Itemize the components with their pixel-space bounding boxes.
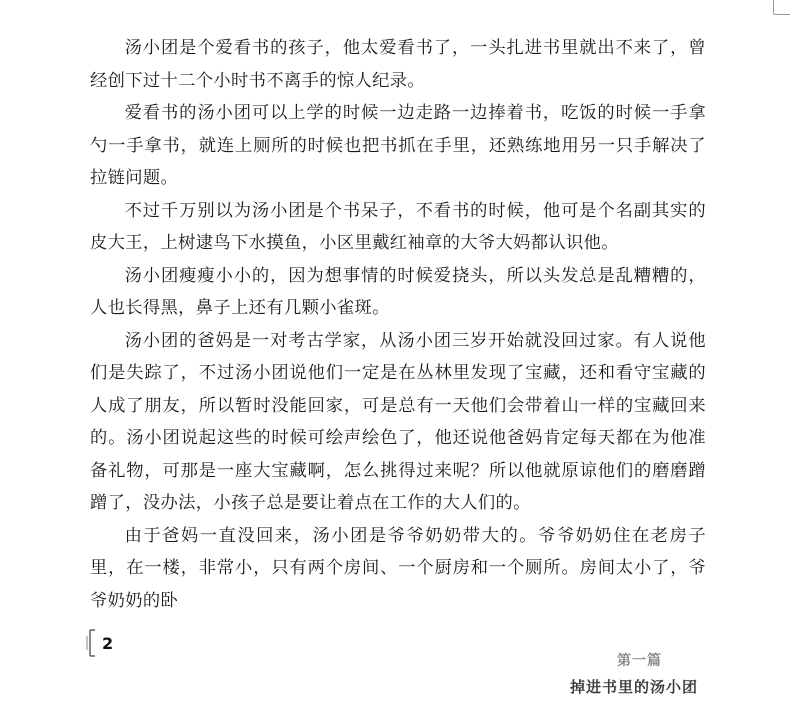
bracket-icon bbox=[86, 628, 100, 658]
paragraph: 汤小团的爸妈是一对考古学家，从汤小团三岁开始就没回过家。有人说他们是失踪了，不过汤小团说他们一定是在丛林里发现了宝藏，还和看守宝藏的人成了朋友，所以暂时没能回家，可是总有一天他们会带着山一样的宝藏回来的。汤小团说起这些的时候可绘声绘色了，他还说他爸妈肯定每天都在为他准备礼物，可那是一座大宝藏啊，怎么挑得过来呢？所以他就原谅他们的磨磨蹭蹭了，没办法，小孩子总是要让着点在工作的大人们的。 bbox=[90, 330, 706, 513]
paragraph: 由于爸妈一直没回来，汤小团是爷爷奶奶带大的。爷爷奶奶住在老房子里，在一楼，非常小，只有两个房间、一个厨房和一个厕所。房间太小了，爷爷奶奶的卧 bbox=[90, 525, 706, 611]
paragraph: 爱看书的汤小团可以上学的时候一边走路一边捧着书，吃饭的时候一手拿勺一手拿书，就连上厕所的时候也把书抓在手里，还熟练地用另一只手解决了拉链问题。 bbox=[90, 103, 706, 188]
page-footer-left bbox=[86, 627, 113, 659]
page-corner-mark bbox=[773, 0, 790, 15]
chapter-label: 第一篇 bbox=[617, 653, 662, 669]
paragraph: 不过千万别以为汤小团是个书呆子，不看书的时候，他可是个名副其实的皮大王，上树逮鸟下水摸鱼，小区里戴红袖章的大爷大妈都认识他。 bbox=[90, 200, 706, 253]
page-number: 2 bbox=[102, 633, 114, 653]
running-footer bbox=[570, 652, 698, 698]
chapter-title: 掉进书里的汤小团 bbox=[569, 678, 698, 696]
paragraph: 汤小团瘦瘦小小的，因为想事情的时候爱挠头，所以头发总是乱糟糟的，人也长得黑，鼻子上还有几颗小雀斑。 bbox=[90, 265, 706, 318]
page-body bbox=[90, 32, 706, 617]
paragraph: 汤小团是个爱看书的孩子，他太爱看书了，一头扎进书里就出不来了，曾经创下过十二个小时书不离手的惊人纪录。 bbox=[90, 38, 706, 91]
